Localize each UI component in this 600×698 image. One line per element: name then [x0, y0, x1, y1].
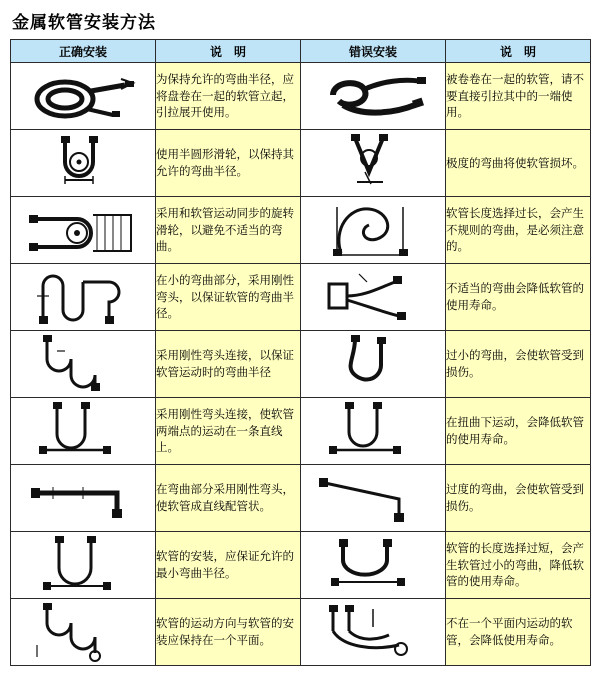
wrong-figure-cell: [301, 465, 446, 532]
table-row: [11, 130, 591, 197]
wrong-figure-cell: [301, 532, 446, 599]
table-row: [11, 264, 591, 331]
correct-figure-cell: [11, 599, 156, 666]
correct-desc-cell: 采用刚性弯头连接，使软管两端点的运动在一条直线上。: [156, 398, 301, 465]
correct-desc-cell: 采用和软管运动同步的旋转滑轮，以避免不适当的弯曲。: [156, 197, 301, 264]
wrong-desc-cell: 不适当的弯曲会降低软管的使用寿命。: [446, 264, 591, 331]
coiled-hose-flat-coil-icon: [13, 65, 153, 127]
correct-figure-cell: [11, 130, 156, 197]
overlong-hose-small-bend-icon: [303, 534, 443, 596]
synchronized-rotating-pulley-chain-icon: [13, 199, 153, 261]
semicircular-pulley-u-bend-icon: [13, 132, 153, 194]
same-plane-motion-install-icon: [13, 601, 153, 663]
overlong-hose-irregular-bend-icon: [303, 199, 443, 261]
wrong-figure-cell: [301, 398, 446, 465]
correct-figure-cell: [11, 532, 156, 599]
header-wrong-install: 错误安装: [301, 40, 446, 63]
page-title: 金属软管安装方法: [12, 13, 156, 33]
installation-guide-table: [10, 39, 591, 666]
header-row: [11, 40, 591, 63]
correct-desc-cell: 软管的安装，应保证允许的最小弯曲半径。: [156, 532, 301, 599]
wrong-desc-cell: 在扭曲下运动，会降低软管的使用寿命。: [446, 398, 591, 465]
wrong-desc-cell: 过小的弯曲，会使软管受到损伤。: [446, 331, 591, 398]
correct-figure-cell: [11, 264, 156, 331]
table-row: [11, 63, 591, 130]
wrong-desc-cell: 不在一个平面内运动的软管，会降低使用寿命。: [446, 599, 591, 666]
wrong-desc-cell: 软管长度选择过长，会产生不规则的弯曲，是必须注意的。: [446, 197, 591, 264]
wrong-figure-cell: [301, 130, 446, 197]
correct-desc-cell: 在弯曲部分采用刚性弯头，使软管成直线配管状。: [156, 465, 301, 532]
wrong-desc-cell: 过度的弯曲，会使软管受到损伤。: [446, 465, 591, 532]
correct-desc-cell: 采用刚性弯头连接，以保证软管运动时的弯曲半径: [156, 331, 301, 398]
rigid-elbow-straight-line-motion-icon: [13, 400, 153, 462]
minimum-bend-radius-install-icon: [13, 534, 153, 596]
wrong-desc-cell: 极度的弯曲将使软管损坏。: [446, 130, 591, 197]
table-row: [11, 532, 591, 599]
correct-figure-cell: [11, 331, 156, 398]
correct-figure-cell: [11, 398, 156, 465]
table-row: [11, 197, 591, 264]
wrong-figure-cell: [301, 197, 446, 264]
table-header: [11, 40, 591, 63]
wrong-figure-cell: [301, 599, 446, 666]
wrong-figure-cell: [301, 63, 446, 130]
header-wrong-desc: 说 明: [446, 40, 591, 63]
wrong-desc-cell: 软管的长度选择过短，会产生软管过小的弯曲，降低软管的使用寿命。: [446, 532, 591, 599]
coiled-hose-pulled-end-icon: [303, 65, 443, 127]
out-of-plane-motion-icon: [303, 601, 443, 663]
rigid-elbow-connection-u-icon: [13, 333, 153, 395]
table-row: [11, 465, 591, 532]
correct-figure-cell: [11, 465, 156, 532]
correct-desc-cell: 为保持允许的弯曲半径，应将盘卷在一起的软管立起，引拉展开使用。: [156, 63, 301, 130]
twisted-hose-motion-icon: [303, 400, 443, 462]
wrong-figure-cell: [301, 264, 446, 331]
correct-figure-cell: [11, 197, 156, 264]
wrong-figure-cell: [301, 331, 446, 398]
correct-figure-cell: [11, 63, 156, 130]
wrong-desc-cell: 被卷卷在一起的软管，请不要直接引拉其中的一端使用。: [446, 63, 591, 130]
improper-bend-short-life-icon: [303, 266, 443, 328]
header-correct-desc: 说 明: [156, 40, 301, 63]
correct-desc-cell: 使用半圆形滑轮，以保持其允许的弯曲半径。: [156, 130, 301, 197]
table-row: [11, 599, 591, 666]
correct-desc-cell: 软管的运动方向与软管的安装应保持在一个平面。: [156, 599, 301, 666]
sharp-v-bend-pulley-icon: [303, 132, 443, 194]
rigid-elbow-small-bend-icon: [13, 266, 153, 328]
correct-desc-cell: 在小的弯曲部分，采用刚性弯头，以保证软管的弯曲半径。: [156, 264, 301, 331]
table-row: [11, 398, 591, 465]
too-small-bend-damage-icon: [303, 333, 443, 395]
table-body: [11, 63, 591, 666]
header-correct-install: 正确安装: [11, 40, 156, 63]
table-row: [11, 331, 591, 398]
excessive-bend-damage-icon: [303, 467, 443, 529]
straight-piping-with-elbow-icon: [13, 467, 153, 529]
